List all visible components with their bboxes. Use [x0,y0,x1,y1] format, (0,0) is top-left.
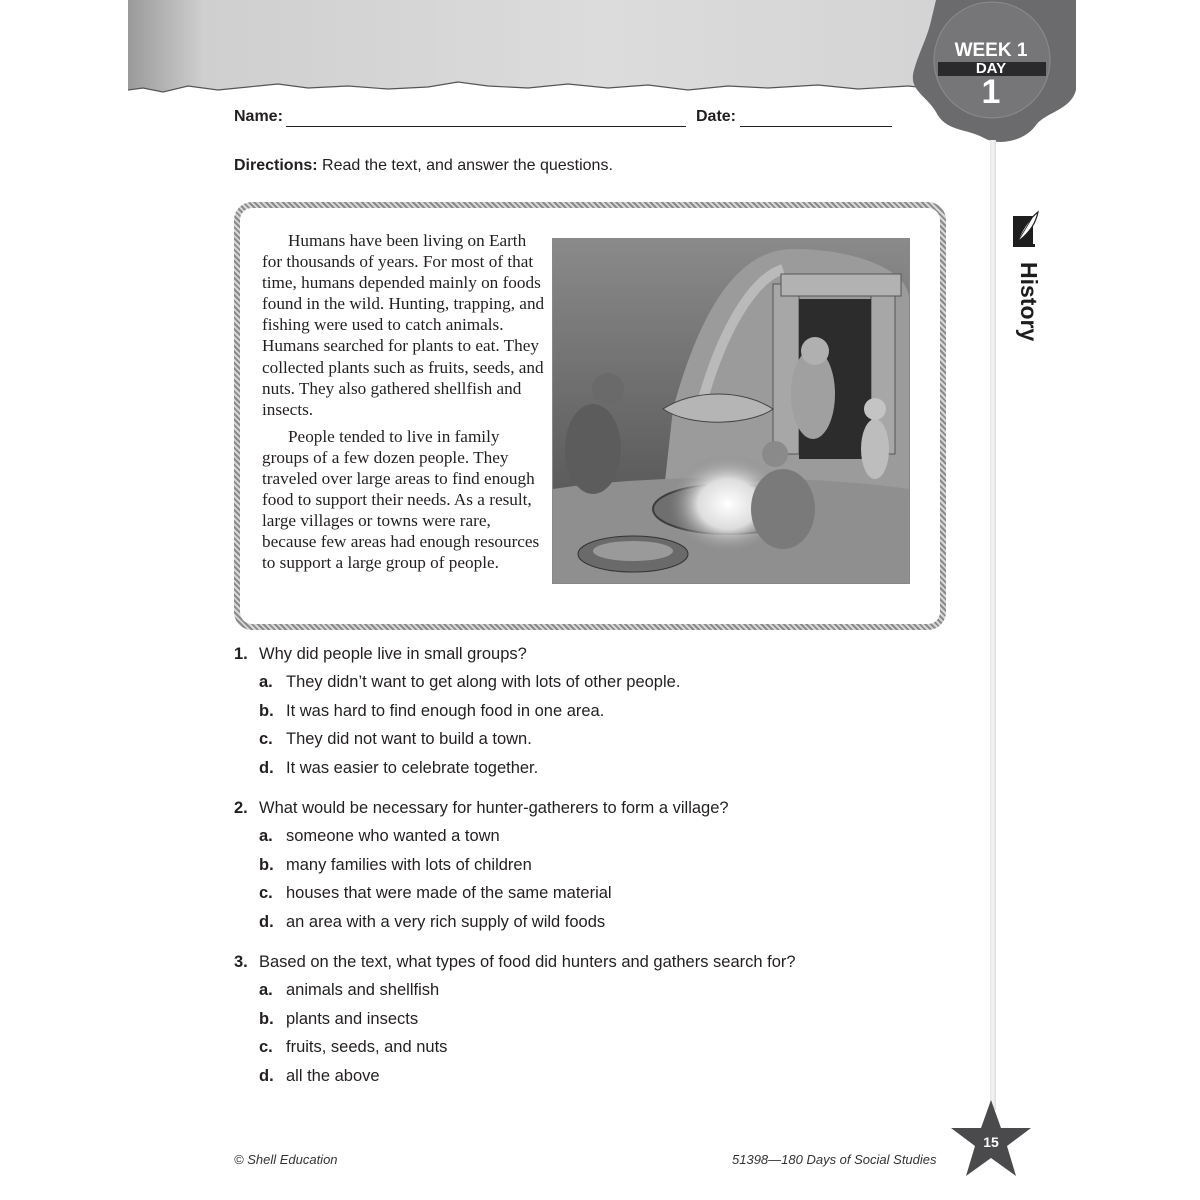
week-label: WEEK 1 [954,40,1028,61]
page-number: 15 [983,1134,999,1150]
answer-option[interactable]: a. They didn’t want to get along with lots of other people. [259,673,681,691]
question-text: What would be necessary for hunter-gatherers to form a village? [259,799,729,817]
directions-text: Read the text, and answer the questions. [322,157,613,174]
answer-option[interactable]: a. someone who wanted a town [259,827,500,845]
answer-option[interactable]: b. plants and insects [259,1009,419,1028]
answer-option[interactable]: b. It was hard to find enough food in one area. [259,701,605,720]
question-2 [234,796,796,938]
answer-option[interactable]: c. They did not want to build a town. [259,730,532,748]
question-3 [234,950,796,1092]
week-day-badge [906,0,1076,150]
date-field[interactable] [740,126,892,127]
answer-option[interactable]: d. an area with a very rich supply of wild foods [259,912,606,931]
question-text: Why did people live in small groups? [259,645,527,663]
reading-passage-box [234,202,946,630]
reading-passage [262,230,548,580]
book-quill-icon [1012,210,1040,250]
campfire-illustration [552,238,910,584]
directions [234,157,613,175]
answer-option[interactable]: c. houses that were made of the same material [259,884,612,902]
passage-paragraph: People tended to live in family groups of a few dozen people. They traveled over large areas to find enough food to support their needs. As a result, large villages or towns were rare, because few areas had enough resources to support a large group of people. [262,426,540,573]
question-number: 3. [234,953,248,971]
answer-option[interactable]: d. It was easier to celebrate together. [259,758,539,777]
question-number: 1. [234,645,248,663]
worksheet-page [128,0,1073,1200]
book-title: 51398—180 Days of Social Studies [732,1152,937,1167]
answer-option[interactable]: d. all the above [259,1066,380,1085]
question-number: 2. [234,799,248,817]
question-1 [234,642,796,784]
questions-list [234,642,796,1104]
copyright-text: © Shell Education [234,1152,338,1167]
question-text: Based on the text, what types of food did hunters and gathers search for? [259,953,796,971]
date-label: Date: [696,108,737,125]
day-number: 1 [981,73,1001,111]
subject-tab-history: History [1016,262,1042,342]
answer-option[interactable]: b. many families with lots of children [259,855,532,874]
day-label: DAY [975,60,1007,77]
passage-paragraph: Humans have been living on Earth for thousands of years. For most of that time, humans depended mainly on foods found in the wild. Hunting, trapping, and fishing were used to catch animals. Humans searched for plants to eat. They collected plants such as fruits, seeds, and nuts. They also gathered shellfish and insects. [262,231,545,419]
name-field[interactable] [286,126,686,127]
name-label: Name: [234,108,283,125]
answer-option[interactable]: c. fruits, seeds, and nuts [259,1038,448,1056]
page-edge-strip [990,140,996,1110]
answer-option[interactable]: a. animals and shellfish [259,981,440,999]
directions-label: Directions: [234,157,318,174]
